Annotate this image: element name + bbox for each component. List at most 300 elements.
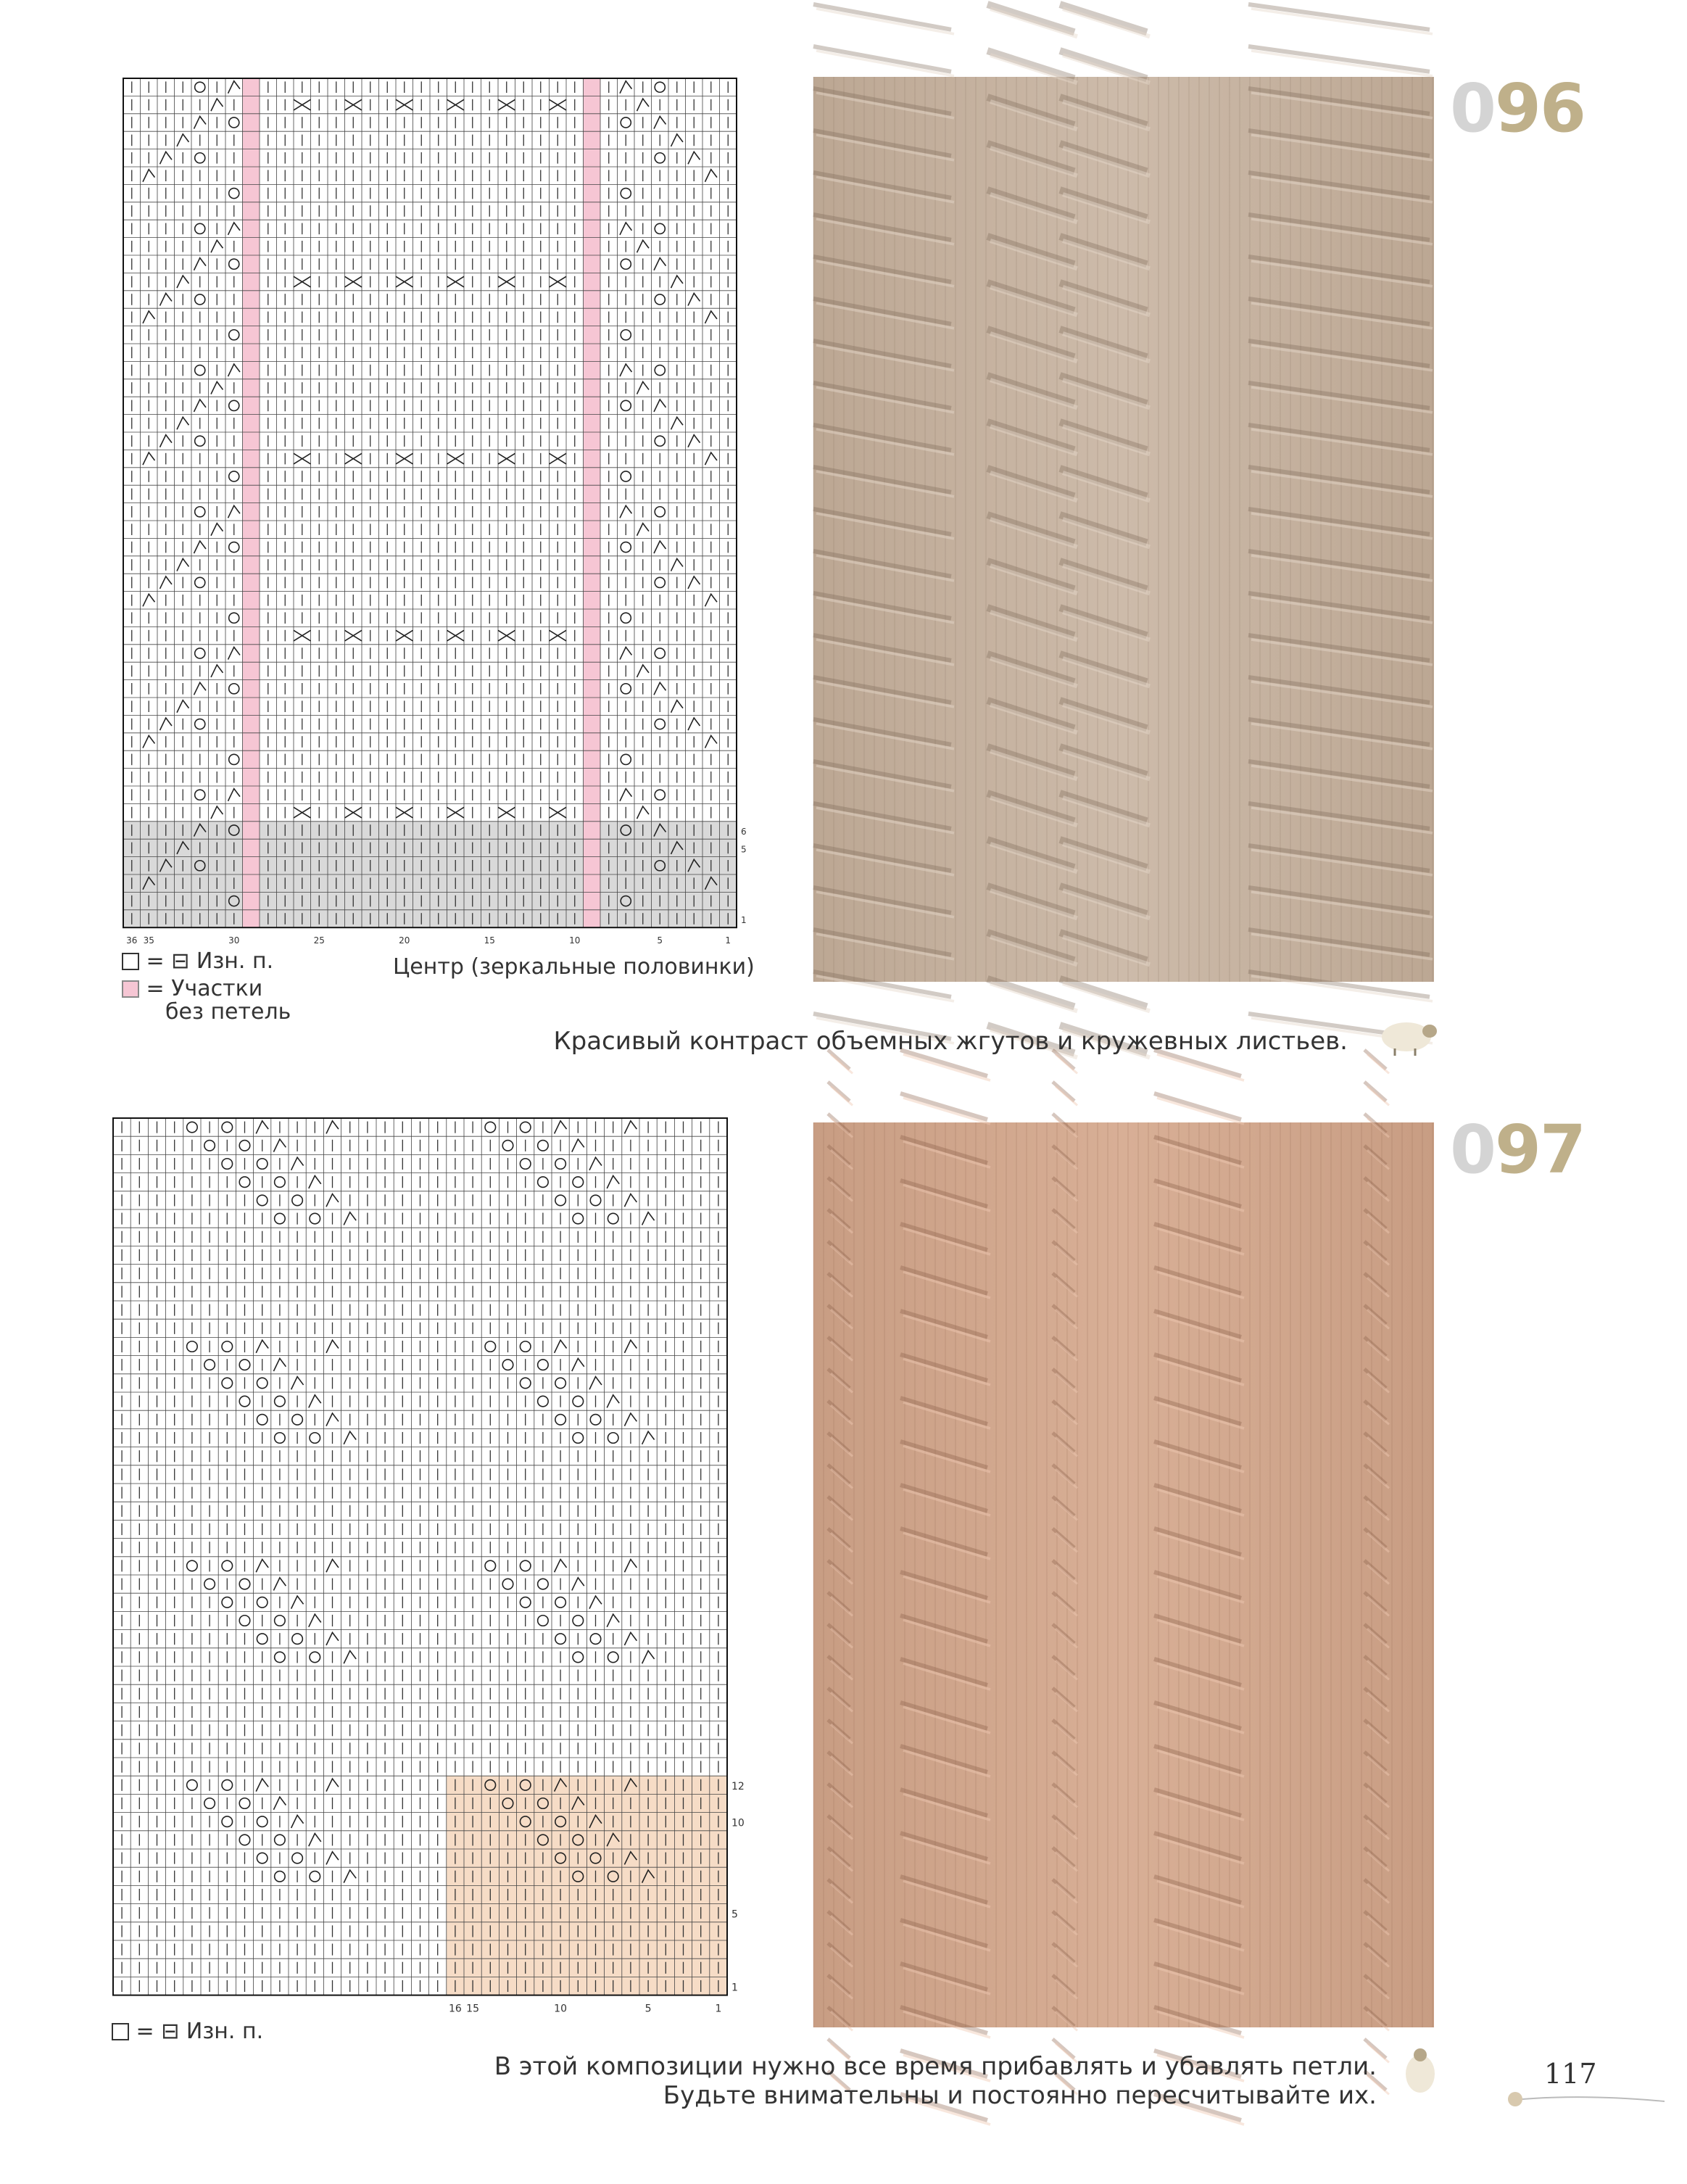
yarn-over-symbol [621,400,631,410]
column-label: 5 [657,935,663,946]
yarn-over-symbol [239,1360,250,1370]
cable-symbol [294,276,311,287]
decrease-symbol [344,1212,356,1225]
chart-096 [122,77,745,947]
yarn-over-symbol [195,82,205,92]
decrease-symbol [624,1121,637,1134]
swatch-photo-096 [813,77,1434,982]
yarn-over-symbol [621,542,631,553]
decrease-symbol [160,293,172,305]
yarn-over-symbol [655,294,665,305]
decrease-symbol [228,81,240,94]
yarn-over-symbol [555,1415,566,1426]
decrease-symbol [637,524,649,536]
row-label: 5 [741,844,747,855]
cable-symbol [345,453,362,464]
column-labels [449,2003,721,2014]
yarn-over-symbol [310,1871,320,1882]
yarn-over-symbol [195,648,205,658]
yarn-over-symbol [655,365,665,376]
yarn-over-symbol [655,719,665,729]
decrease-symbol [620,789,631,801]
yarn-over-symbol [229,400,239,410]
row-label: 1 [731,1982,738,1994]
cable-symbol [447,453,465,464]
yarn-over-symbol [590,1195,601,1206]
yarn-over-symbol [195,790,205,800]
decrease-symbol [637,99,649,111]
decrease-symbol [688,293,700,305]
decrease-symbol [256,1779,268,1792]
decrease-symbol [160,435,172,447]
decrease-symbol [194,258,206,270]
legend-empty-096: = Участки без петель [122,977,291,1024]
decrease-symbol [654,400,666,412]
yarn-over-symbol [485,1560,496,1571]
decrease-symbol [177,700,188,713]
yarn-over-symbol [485,1341,496,1352]
yarn-over-symbol [520,1560,531,1571]
column-label: 10 [569,935,581,946]
yarn-over-symbol [555,1159,566,1170]
pattern-number-096: 096 [1450,70,1586,147]
yarn-over-symbol [520,1597,531,1608]
decrease-symbol [194,541,206,553]
yarn-over-symbol [655,648,665,658]
yarn-over-symbol [229,471,239,481]
cable-symbol [345,630,362,641]
yarn-over-symbol [222,1597,233,1608]
column-label: 5 [644,2003,652,2015]
decrease-symbol [688,152,700,164]
yarn-over-symbol [538,1396,549,1407]
sheep-icon [1377,1015,1440,1059]
yarn-over-symbol [555,1597,566,1608]
yarn-over-symbol [655,577,665,587]
yarn-over-symbol [538,1579,549,1589]
decrease-symbol [624,1194,637,1207]
yarn-over-symbol [229,684,239,694]
row-label: 10 [731,1817,745,1829]
cable-symbol [550,276,567,287]
sheep-icon [1402,2046,1438,2097]
decrease-symbol [688,576,700,589]
column-label: 20 [399,935,410,946]
decrease-symbol [273,1578,286,1591]
yarn-over-symbol [292,1415,303,1426]
yarn-over-symbol [187,1560,198,1571]
decrease-symbol [589,1596,602,1609]
pink-square-icon [122,980,139,998]
decrease-symbol [620,223,631,235]
decrease-symbol [671,558,683,571]
yarn-over-symbol [310,1433,320,1444]
cable-symbol [396,276,413,287]
decrease-symbol [160,576,172,589]
caption-097-line1: В этой композиции нужно все время прибавлять и убавлять петли. [494,2052,1377,2081]
yarn-over-symbol [222,1560,233,1571]
decrease-symbol [620,505,631,518]
yarn-over-symbol [187,1341,198,1352]
cable-symbol [447,630,465,641]
row-labels [731,1781,745,1993]
decrease-symbol [273,1139,286,1152]
decrease-symbol [624,1413,637,1426]
yarn-over-symbol [608,1213,618,1224]
yarn-over-symbol [621,259,631,269]
cable-symbol [498,99,515,110]
yarn-over-symbol [239,1616,250,1626]
decrease-symbol [291,1815,304,1828]
decrease-symbol [654,541,666,553]
yarn-over-symbol [608,1652,618,1663]
yarn-over-symbol [222,1341,233,1352]
row-label: 12 [731,1781,745,1793]
decrease-symbol [326,1340,339,1353]
yarn-over-symbol [275,1433,286,1444]
yarn-over-symbol [520,1341,531,1352]
yarn-over-symbol [621,471,631,481]
decrease-symbol [572,1139,584,1152]
legend-purl-096: = ⊟ Изн. п. [122,948,273,974]
column-labels [126,935,731,946]
yarn-over-symbol [204,1579,215,1589]
yarn-over-symbol [520,1159,531,1170]
yarn-over-symbol [229,189,239,199]
yarn-over-symbol [655,223,665,233]
yarn-over-symbol [485,1122,496,1133]
decrease-symbol [620,364,631,376]
cable-symbol [396,630,413,641]
caption-096: Красивый контраст объемных жгутов и кружевных листьев. [553,1027,1348,1056]
yarn-over-symbol [204,1360,215,1370]
yarn-over-symbol [239,1396,250,1407]
yarn-over-symbol [195,153,205,163]
cable-symbol [550,99,567,110]
yarn-over-symbol [538,1177,549,1188]
yarn-over-symbol [239,1141,250,1151]
yarn-over-symbol [538,1616,549,1626]
decrease-symbol [344,1651,356,1664]
cable-symbol [345,99,362,110]
decrease-symbol [555,1340,567,1353]
decrease-symbol [572,1578,584,1591]
decrease-symbol [705,311,717,323]
decrease-symbol [642,1212,655,1225]
yarn-over-symbol [538,1360,549,1370]
yarn-over-symbol [573,1396,584,1407]
decrease-symbol [309,1175,321,1188]
cable-symbol [345,276,362,287]
yarn-over-symbol [195,507,205,517]
decrease-symbol [555,1560,567,1573]
decrease-symbol [642,1651,655,1664]
yarn-over-symbol [222,1780,233,1791]
decrease-symbol [607,1614,619,1627]
decrease-symbol [624,1340,637,1353]
yarn-over-symbol [621,117,631,128]
decrease-symbol [637,806,649,819]
yarn-over-symbol [573,1177,584,1188]
decrease-symbol [143,735,154,748]
yarn-over-symbol [187,1780,198,1791]
cable-symbol [447,276,465,287]
decrease-symbol [194,682,206,695]
yarn-over-symbol [195,294,205,305]
yarn-over-symbol [229,330,239,340]
yarn-over-symbol [502,1579,513,1589]
yarn-over-symbol [275,1652,286,1663]
yarn-over-symbol [257,1853,268,1864]
decrease-symbol [291,1596,304,1609]
decrease-symbol [211,99,223,111]
yarn-over-symbol [555,1195,566,1206]
column-label: 16 [448,2003,462,2015]
yarn-over-symbol [573,1616,584,1626]
decrease-symbol [671,700,683,713]
yarn-over-symbol [275,1213,286,1224]
yarn-over-symbol [502,1141,513,1151]
decrease-symbol [194,116,206,128]
column-label: 25 [313,935,325,946]
caption-097-line2: Будьте внимательны и постоянно пересчитывайте их. [663,2081,1377,2110]
yarn-over-symbol [310,1213,320,1224]
yarn-over-symbol [655,436,665,446]
yarn-over-symbol [222,1816,233,1827]
swatch-photo-097 [813,1122,1434,2027]
cable-symbol [345,807,362,818]
decrease-symbol [344,1870,356,1883]
yarn-over-symbol [502,1360,513,1370]
yarn-over-symbol [573,1652,584,1663]
decrease-symbol [160,718,172,730]
decrease-symbol [211,381,223,394]
decrease-symbol [555,1121,567,1134]
yarn-over-symbol [229,259,239,269]
yarn-over-symbol [229,613,239,623]
yarn-over-symbol [292,1195,303,1206]
decrease-symbol [654,258,666,270]
yarn-over-symbol [222,1159,233,1170]
yarn-over-symbol [275,1871,286,1882]
yarn-over-symbol [621,330,631,340]
cable-symbol [396,99,413,110]
row-label: 5 [731,1908,738,1921]
decrease-symbol [309,1614,321,1627]
decrease-symbol [637,665,649,677]
yarn-over-symbol [239,1579,250,1589]
empty-square-icon [112,2023,129,2040]
decrease-symbol [309,1834,321,1847]
decrease-symbol [194,400,206,412]
yarn-over-symbol [229,542,239,553]
decrease-symbol [705,735,717,748]
yarn-over-symbol [257,1634,268,1645]
cable-symbol [550,453,567,464]
yarn-over-symbol [655,790,665,800]
yarn-over-symbol [257,1378,268,1389]
decrease-symbol [589,1157,602,1170]
yarn-over-symbol [555,1634,566,1645]
decrease-symbol [228,364,240,376]
page-number: 117 [1544,2058,1597,2090]
yarn-over-symbol [520,1378,531,1389]
decrease-symbol [177,134,188,146]
cable-symbol [498,807,515,818]
cable-symbol [550,630,567,641]
yarn-over-symbol [195,577,205,587]
yarn-over-symbol [275,1616,286,1626]
column-label: 35 [143,935,154,946]
yarn-over-symbol [621,684,631,694]
pattern-number-097: 097 [1450,1111,1586,1188]
yarn-over-symbol [292,1634,303,1645]
yarn-over-symbol [257,1195,268,1206]
decrease-symbol [620,81,631,94]
column-label: 10 [554,2003,568,2015]
decrease-symbol [326,1852,339,1865]
cable-symbol [498,453,515,464]
decrease-symbol [620,647,631,659]
decrease-symbol [143,594,154,606]
yarn-over-symbol [275,1177,286,1188]
yarn-over-symbol [621,189,631,199]
yarn-over-symbol [275,1396,286,1407]
decrease-symbol [211,524,223,536]
yarn-over-symbol [655,153,665,163]
decrease-symbol [256,1121,268,1134]
row-label: 6 [741,827,747,837]
chart-097 [112,1117,750,2016]
decrease-symbol [326,1121,339,1134]
decrease-symbol [177,558,188,571]
decrease-symbol [291,1157,304,1170]
decrease-symbol [326,1632,339,1645]
empty-square-icon [122,953,139,970]
cable-symbol [447,99,465,110]
yarn-over-symbol [257,1816,268,1827]
cable-symbol [294,99,311,110]
yarn-over-symbol [195,436,205,446]
yarn-over-symbol [257,1415,268,1426]
decrease-symbol [211,806,223,819]
column-label: 1 [725,935,731,946]
cable-symbol [498,630,515,641]
decrease-symbol [705,594,717,606]
yarn-over-symbol [195,719,205,729]
decrease-symbol [607,1395,619,1408]
decrease-symbol [228,505,240,518]
column-label: 36 [126,935,138,946]
legend-purl-097: = ⊟ Изн. п. [112,2019,263,2044]
decrease-symbol [637,240,649,252]
yarn-over-symbol [655,82,665,92]
decrease-symbol [344,1431,356,1444]
decrease-symbol [211,665,223,677]
decrease-symbol [705,170,717,182]
yarn-over-symbol [555,1378,566,1389]
decrease-symbol [642,1431,655,1444]
yarn-over-symbol [257,1597,268,1608]
decrease-symbol [273,1797,286,1810]
yarn-over-symbol [573,1213,584,1224]
cable-symbol [396,807,413,818]
decrease-symbol [309,1395,321,1408]
decrease-symbol [572,1358,584,1371]
yarn-over-symbol [195,365,205,376]
cable-symbol [294,453,311,464]
decrease-symbol [624,1560,637,1573]
decrease-symbol [256,1560,268,1573]
column-label: 15 [466,2003,480,2015]
decrease-symbol [291,1377,304,1390]
center-note-096: Центр (зеркальные половинки) [393,954,755,980]
yarn-over-symbol [590,1634,601,1645]
decrease-symbol [326,1413,339,1426]
cable-symbol [550,807,567,818]
decrease-symbol [654,682,666,695]
cable-symbol [498,276,515,287]
decrease-symbol [228,647,240,659]
decrease-symbol [637,381,649,394]
decrease-symbol [624,1632,637,1645]
cable-symbol [294,807,311,818]
decrease-symbol [705,452,717,465]
cable-symbol [396,453,413,464]
decrease-symbol [688,718,700,730]
yarn-over-symbol [204,1141,215,1151]
decrease-symbol [671,276,683,288]
decrease-symbol [177,276,188,288]
decrease-symbol [607,1175,619,1188]
decrease-symbol [143,311,154,323]
decrease-symbol [654,116,666,128]
decrease-symbol [211,240,223,252]
decrease-symbol [671,417,683,429]
decrease-symbol [326,1560,339,1573]
row-label: 1 [741,915,747,926]
yarn-over-symbol [257,1159,268,1170]
decrease-symbol [589,1377,602,1390]
yarn-over-symbol [608,1433,618,1444]
yarn-over-symbol [229,117,239,128]
yarn-over-symbol [310,1652,320,1663]
decrease-symbol [228,789,240,801]
yarn-over-symbol [239,1835,250,1845]
yarn-over-symbol [621,613,631,623]
decrease-symbol [273,1358,286,1371]
yarn-over-symbol [239,1177,250,1188]
chart-grid [123,78,737,927]
column-label: 1 [715,2003,722,2015]
yarn-over-symbol [590,1415,601,1426]
decrease-symbol [177,417,188,429]
cable-symbol [294,630,311,641]
yarn-over-symbol [229,754,239,764]
yarn-over-symbol [187,1122,198,1133]
decrease-symbol [160,152,172,164]
yarn-over-symbol [520,1122,531,1133]
decrease-symbol [256,1340,268,1353]
yarn-over-symbol [573,1433,584,1444]
row-labels [741,827,747,925]
yarn-over-symbol [222,1378,233,1389]
yarn-ball-icon [1506,2088,1666,2110]
yarn-over-symbol [275,1835,286,1845]
yarn-over-symbol [239,1798,250,1809]
yarn-over-symbol [292,1853,303,1864]
decrease-symbol [688,435,700,447]
